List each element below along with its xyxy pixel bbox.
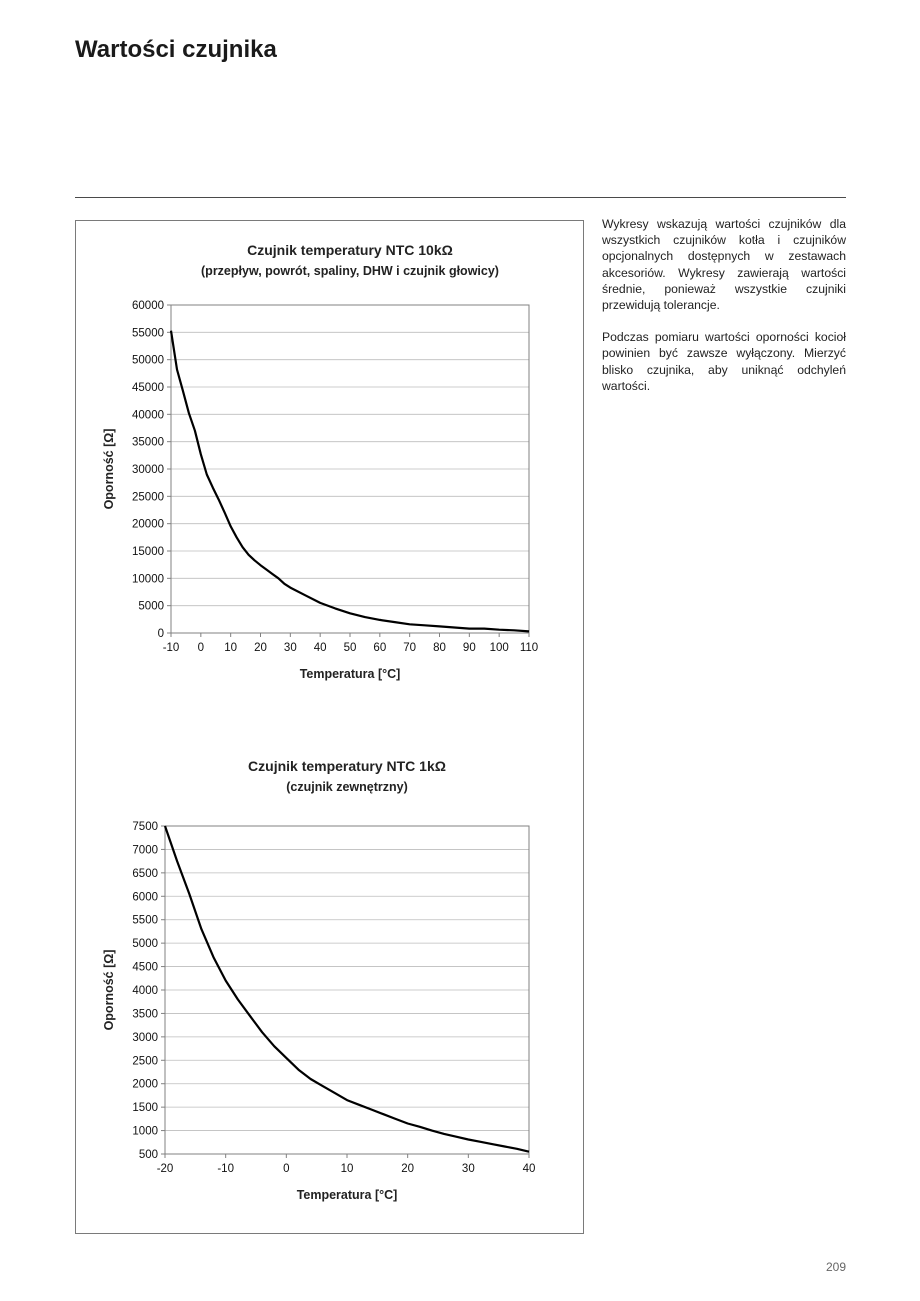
y-axis-label: Oporność [Ω] [102, 949, 116, 1031]
x-tick-label: -20 [156, 1163, 174, 1175]
x-tick-label: 20 [254, 642, 267, 654]
y-tick-label: 7500 [132, 821, 158, 833]
x-tick-label: 70 [403, 642, 417, 654]
x-tick-label: 10 [340, 1163, 354, 1175]
x-tick-label: 40 [522, 1163, 536, 1175]
x-tick-label: 30 [461, 1163, 475, 1175]
y-tick-label: 2500 [132, 1055, 158, 1068]
series-line [171, 331, 529, 632]
x-tick-label: 50 [343, 642, 357, 654]
y-tick-label: 55000 [132, 327, 164, 340]
description-column [602, 216, 846, 410]
y-axis-label: Oporność [Ω] [102, 428, 116, 510]
page-number: 209 [825, 1260, 846, 1274]
y-tick-label: 3500 [132, 1008, 158, 1021]
x-axis-label: Temperatura [°C] [299, 667, 401, 681]
y-tick-label: 3000 [132, 1031, 158, 1044]
series-line [165, 826, 529, 1152]
description-paragraph-2: Podczas pomiaru wartości oporności kocioł powinien być zawsze wyłączony. Mierzyć blisko czujnika, aby uniknąć odchyleń wartości. [602, 330, 846, 393]
chart-title: Czujnik temperatury NTC 10kΩ [247, 242, 453, 258]
y-tick-label: 4500 [132, 961, 158, 974]
y-tick-label: 5000 [138, 600, 164, 613]
y-tick-label: 60000 [132, 300, 164, 312]
y-tick-label: 35000 [132, 436, 164, 449]
chart-subtitle: (czujnik zewnętrzny) [286, 780, 408, 794]
y-tick-label: 25000 [132, 491, 164, 504]
x-tick-label: 30 [283, 642, 297, 654]
y-tick-label: 1500 [132, 1102, 158, 1115]
y-tick-label: 45000 [132, 382, 164, 394]
y-tick-label: 50000 [132, 354, 164, 367]
x-tick-label: 0 [283, 1163, 290, 1175]
chart-subtitle: (przepływ, powrót, spaliny, DHW i czujnik głowicy) [201, 264, 499, 278]
charts-frame [75, 220, 584, 1234]
x-tick-label: 60 [373, 642, 387, 654]
chart-ntc-1k [76, 736, 585, 1236]
page-title: Wartości czujnika [75, 36, 277, 63]
description-paragraph-1: Wykresy wskazują wartości czujników dla wszystkich czujników kotła i czujników opcjonalnych dostępnych w zestawach akcesoriów. Wykresy zawierają wartości średnie, ponieważ wszystkie czujniki przewidują tolerancje. [602, 217, 846, 313]
y-tick-label: 15000 [132, 546, 164, 558]
y-tick-label: 500 [138, 1149, 158, 1161]
y-tick-label: 0 [157, 628, 164, 640]
chart-ntc-10k [76, 221, 585, 721]
x-tick-label: 90 [462, 642, 476, 654]
x-tick-label: -10 [217, 1163, 234, 1175]
y-tick-label: 7000 [132, 844, 158, 857]
y-tick-label: 40000 [132, 409, 164, 422]
y-tick-label: 5000 [132, 938, 158, 951]
y-tick-label: 2000 [132, 1078, 158, 1091]
y-tick-label: 30000 [132, 464, 164, 476]
x-tick-label: 40 [313, 642, 327, 654]
y-tick-label: 10000 [132, 573, 164, 586]
x-tick-label: 0 [197, 642, 205, 654]
header-divider [75, 197, 846, 198]
y-tick-label: 4000 [132, 985, 158, 997]
x-tick-label: -10 [162, 642, 180, 654]
y-tick-label: 6000 [132, 891, 158, 904]
y-tick-label: 6500 [132, 867, 158, 880]
x-tick-label: 100 [489, 642, 509, 654]
x-axis-label: Temperatura [°C] [296, 1188, 398, 1202]
y-tick-label: 5500 [132, 914, 158, 927]
y-tick-label: 20000 [132, 518, 164, 531]
x-tick-label: 110 [519, 642, 539, 654]
chart-title: Czujnik temperatury NTC 1kΩ [248, 758, 446, 774]
y-tick-label: 1000 [132, 1125, 158, 1138]
x-tick-label: 80 [433, 642, 446, 654]
x-tick-label: 20 [401, 1163, 415, 1175]
x-tick-label: 10 [224, 642, 238, 654]
